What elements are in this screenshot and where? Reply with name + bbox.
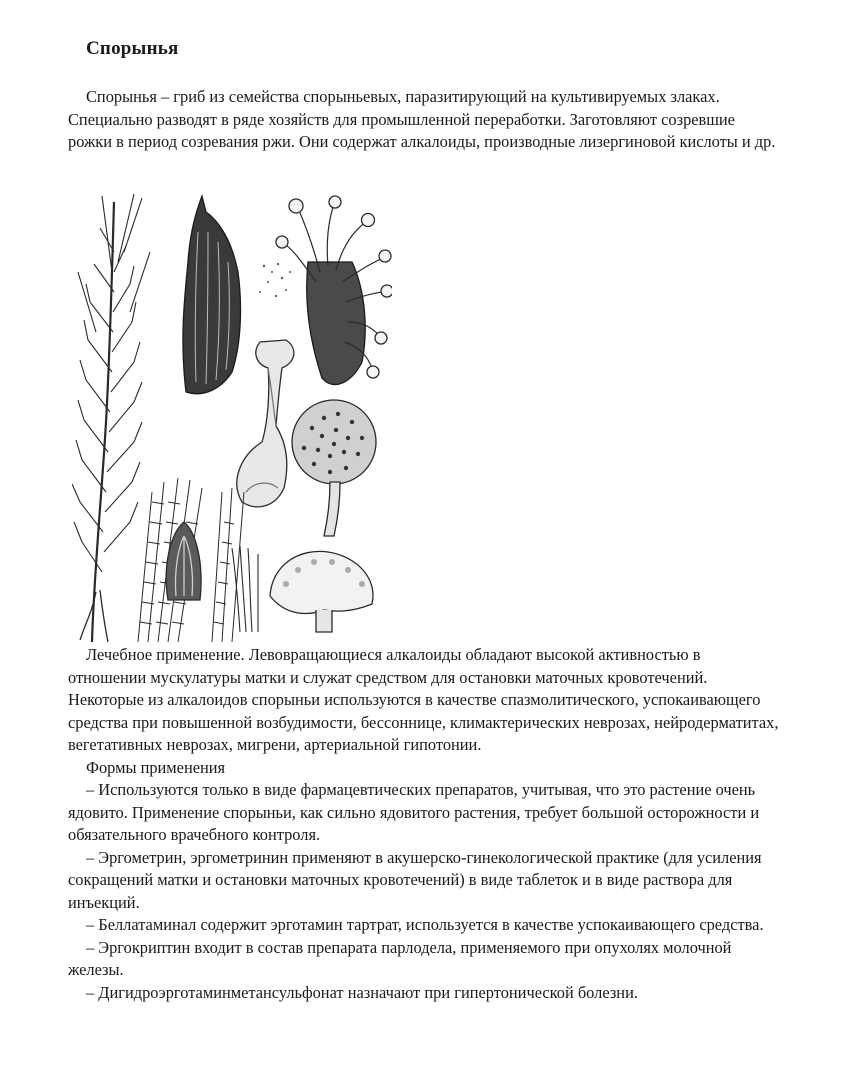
forms-item: – Дигидроэрготаминметансульфонат назначают при гипертонической болезни.: [86, 982, 638, 1002]
capitulum-drawing: [292, 400, 376, 536]
lower-text-block: [68, 644, 780, 1004]
page-title: Спорынья: [86, 38, 179, 59]
infected-ovary-drawing: [237, 340, 294, 507]
ergot-botanical-illustration-icon: [72, 192, 392, 644]
spore-dust-drawing: [259, 263, 291, 297]
forms-heading: Формы применения: [86, 757, 226, 777]
forms-item: – Беллатаминал содержит эрготамин тартрат, используется в качестве успокаивающего средства.: [86, 915, 764, 934]
ergot-horn-drawing: [183, 196, 241, 394]
forms-item: – Эргометрин, эргометринин применяют в акушерско-гинекологической практике (для усиления сокращений матки и остановки маточных кровотечений) в виде таблеток и в виде раствора для инъекций.: [68, 847, 762, 912]
forms-item: – Эргокриптин входит в состав препарата парлодела, применяемого при опухолях молочной железы.: [68, 937, 732, 979]
stroma-section-drawing: [270, 551, 373, 632]
intro-paragraph: Спорынья – гриб из семейства спорыньевых, паразитирующий на культивируемых злаках. Специально разводят в ряде хозяйств для промышленной переработки. Заготовляют созревшие рожки в период созревания ржи. Они содержат алкалоиды, производные лизергиновой кислоты и др.: [68, 87, 776, 151]
grain-spike-drawing: [72, 194, 150, 642]
forms-item: – Используются только в виде фармацевтических препаратов, учитывая, что это растение очень ядовито. Применение спорыньи, как сильно ядовитого растения, требует большой осторожности и обязательного врачебного контроля.: [68, 780, 760, 844]
medical-use-paragraph: Лечебное применение. Левовращающиеся алкалоиды обладают высокой активностью в отношении мускулатуры матки и служат средством для остановки маточных кровотечений. Некоторые из алкалоидов спорыньи используются в качестве спазмолитического, успокаивающего средства при повышенной возбудимости, бессоннице, климактерических неврозах, нейродерматитах, вегетативных неврозах, мигрени, артериальной гипотонии.: [68, 645, 779, 754]
